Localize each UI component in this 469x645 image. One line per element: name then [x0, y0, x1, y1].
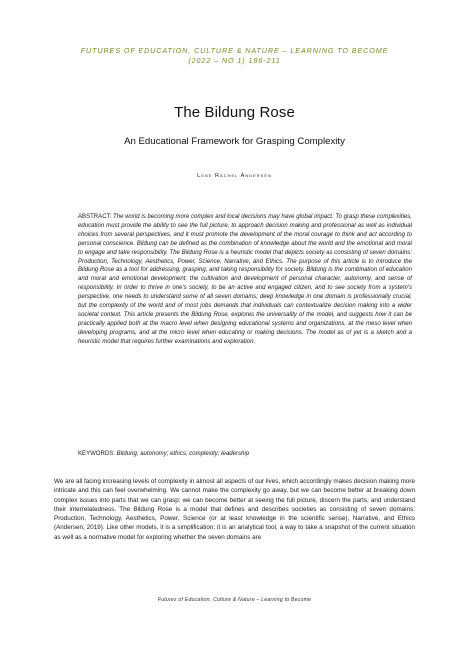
body-paragraph: We are all facing increasing levels of complexity in almost all aspects of our lives, which accordingly makes decision making more intricate and this can feel overwhelming. We cannot make the complexity go away, but we can become better at breaking down complex issues into parts that we can grasp; we can become better at seeing the full picture, discern the parts, and understand their interrelatedness. The Bildung Rose is a model that defines and describes societies as consisting of seven domains: Production, Technology, Aesthetics, Power, Science (or at least knowledge in the scientific sense), Narrative, and Ethics (Andersen, 2019). Like other models, it is a simplification; it is an analytical tool, a way to take a snapshot of the current situation as well as a normative model for exploring whether the seven domains are [54, 478, 415, 541]
journal-issue: (2022 – NO 1) 186-211 [188, 56, 281, 65]
journal-header [0, 46, 469, 66]
keywords-text: Bildung; autonomy; ethics; complexity; leadership [116, 451, 250, 457]
journal-name: FUTURES OF EDUCATION, CULTURE & NATURE – LEARNING TO BECOME [80, 46, 389, 55]
keywords [78, 450, 412, 459]
abstract [78, 213, 412, 347]
page-footer: Futures of Education, Culture & Nature – Learning to Become [157, 597, 312, 603]
article-author: Lene Rachel Andersen [197, 173, 272, 179]
article-title: The Bildung Rose [174, 104, 295, 121]
keywords-label: KEYWORDS: [78, 451, 115, 457]
abstract-text: The world is becoming more complex and local decisions may have global impact. To grasp these complexities, education must provide the ability to see the full picture, to approach decision making and professional as well as individual choices from several perspectives, and it must promote the development of the moral courage to think and act according to personal conscience. Bildung can be defined as the combination of knowledge about the world and the emotional and moral to engage and take responsibility. The Bildung Rose is a heuristic model that depicts society as consisting of seven domains: Production, Technology, Aesthetics, Power, Science, Narrative, and Ethics. The purpose of this article is to introduce the Bildung Rose as a tool for addressing, grasping, and taking responsibility for society. Bildung is the combination of education and moral and emotional development; the cultivation and development of personal character, autonomy, and sense of responsibility. In order to thrive in one's society, to be an active and engaged citizen, and to see society from a system's perspective, one needs to understand some of all seven domains; deep knowledge in one domain is professionally crucial, but the complexity of the world and of most jobs demands that individuals can contextualize decision making into a wider societal context. This article presents the Bildung Rose, explores the universality of the model, and suggests how it can be practically applied both at the macro level when designing educational systems and organizations, at the meso level when developing programs, and at the micro level when educating or making decisions. The model as of yet is a sketch and a heuristic model that requires further examinations and exploration. [78, 214, 412, 345]
abstract-label: ABSTRACT: [78, 214, 112, 220]
article-subtitle: An Educational Framework for Grasping Complexity [124, 136, 345, 147]
